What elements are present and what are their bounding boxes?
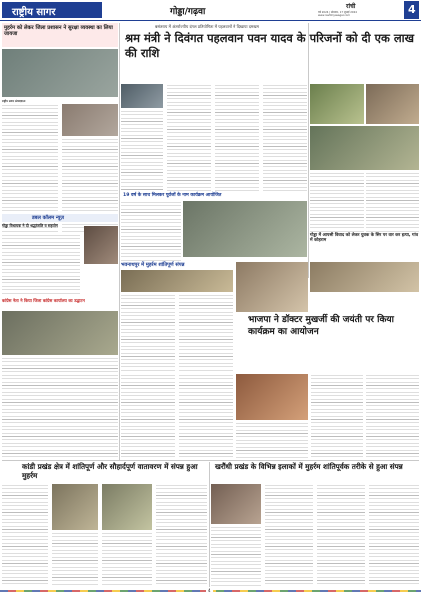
bhawnathpur-story	[121, 262, 233, 372]
left-top-byline: राष्ट्रीय सागर संवाददाता	[2, 99, 26, 103]
wrestling-photo-2	[366, 84, 419, 124]
bottom-divider	[2, 460, 419, 461]
page-number: 4	[408, 3, 416, 16]
left-top-headline: मुहर्रम को लेकर जिला प्रशासन ने सुरक्षा व्यवस्था का लिया जायजा	[4, 25, 113, 38]
bottom-left-story	[2, 462, 207, 587]
double-column-headline: गोड्डा विधायक ने दी श्रद्धांजलि व सहयोग	[2, 223, 58, 228]
bottom-left-body-1	[2, 484, 48, 587]
wrestling-right-body-1	[310, 172, 364, 232]
bottom-right-photo-1	[211, 484, 261, 524]
lower-photo	[236, 374, 308, 420]
masthead-logo-box	[2, 2, 102, 18]
left-top-photo-2	[62, 104, 118, 136]
masthead-rule	[0, 20, 421, 21]
right-mid-photo-2	[310, 262, 419, 292]
mid-center-body-1	[121, 201, 181, 261]
bottom-column-divider	[209, 462, 210, 587]
top-center-story	[121, 23, 419, 83]
lower-body-2	[179, 374, 233, 458]
right-mid-headline: गोड्डा में आपसी विवाद को लेकर युवक के सिर पर वार कर हत्या, गांव में कोहराम	[310, 233, 418, 244]
lower-body-3	[236, 422, 308, 458]
lower-mid-area	[121, 374, 419, 458]
top-center-headline: श्रम मंत्री ने दिवंगत पहलवान पवन यादव के परिजनों को दी एक लाख की राशि	[125, 31, 415, 60]
double-column-photo	[84, 226, 118, 264]
website: www.rashtriyasagar.com	[318, 14, 350, 17]
page-number-box	[404, 1, 419, 19]
bjp-story	[236, 314, 419, 364]
wrestling-thumb-photo	[121, 84, 163, 108]
right-mid-story	[310, 233, 419, 261]
bhawnathpur-body-2	[179, 294, 233, 372]
bottom-left-body-4	[156, 484, 207, 587]
bottom-left-body-2	[52, 532, 98, 587]
lower-body-5	[366, 374, 419, 458]
wrestling-col-3	[215, 84, 259, 192]
bhawnathpur-photo	[121, 270, 233, 292]
bottom-left-photo-1	[52, 484, 98, 530]
bottom-left-headline: कांडी प्रखंड क्षेत्र में शांतिपूर्ण और सौहार्दपूर्ण वातावरण में संपन्न हुआ मुहर्रम	[22, 462, 198, 481]
bhawnathpur-body-1	[121, 294, 175, 372]
date-line: वर्ष 2024 | सोमवार, 17 जुलाई 2024	[318, 11, 357, 14]
bottom-right-story	[211, 462, 419, 587]
wrestling-col-4	[263, 84, 307, 192]
wrestling-col-2	[167, 84, 211, 192]
footer	[0, 588, 421, 595]
section-title: गोड्डा/गढ़वा	[170, 7, 206, 17]
bottom-left-photo-2	[102, 484, 152, 530]
bottom-left-body-3	[102, 532, 152, 587]
double-column-label-box	[2, 214, 118, 222]
wrestling-right-body-2	[366, 172, 419, 232]
bottom-right-body-2	[265, 484, 313, 587]
mid-center-headline: 19 वर्ष के साथ मिलकर पूर्वजों के नाम कार्यक्रम आयोजित	[123, 193, 222, 198]
left-top-story	[2, 23, 118, 213]
wrestling-photo-1	[310, 84, 364, 124]
bhawnathpur-headline: भवनाथपुर में मुहर्रम शांतिपूर्ण संपन्न	[121, 262, 185, 268]
left-top-headline-box	[2, 23, 118, 47]
left-mid-body	[2, 357, 118, 457]
bottom-right-body-4	[369, 484, 419, 587]
wrestling-photo-3	[310, 126, 419, 170]
masthead-right	[318, 2, 402, 20]
city-name: रांची	[346, 3, 356, 10]
left-mid-photo	[2, 311, 118, 355]
top-center-kicker: बसंतराय में अंतर्राज्यीय दंगल प्रतियोगिता में पहलवानों ने दिखाया दमखम	[155, 24, 259, 29]
masthead	[0, 0, 421, 22]
bottom-right-body-3	[317, 484, 365, 587]
right-mid-photo-box	[310, 262, 419, 292]
wrestling-col-1	[121, 110, 163, 192]
masthead-logo: राष्ट्रीय सागर	[12, 7, 56, 18]
column-divider-1	[119, 23, 120, 460]
bottom-right-headline: खरौंधी प्रखंड के विभिन्न इलाकों में मुहर्रम शांतिपूर्वक तरीके से हुआ संपन्न	[215, 462, 403, 471]
lower-body-4	[311, 374, 363, 458]
double-column-box	[2, 214, 118, 296]
wrestling-body-area	[121, 84, 307, 192]
left-mid-story	[2, 297, 118, 457]
lower-body-1	[121, 374, 175, 458]
masthead-section-box	[150, 4, 270, 18]
mid-center-photo	[183, 201, 307, 257]
left-mid-headline: कांग्रेस नेता ने किया जिला कांग्रेस कार्यालय का उद्घाटन	[2, 298, 85, 303]
right-mid-photo-1	[236, 262, 308, 312]
left-top-photo	[2, 49, 118, 97]
double-column-body	[2, 234, 80, 296]
bottom-right-body-1	[211, 526, 261, 587]
mid-center-story	[121, 193, 307, 253]
bjp-headline: भाजपा ने डॉक्टर मुखर्जी की जयंती पर किया कार्यक्रम का आयोजन	[248, 315, 394, 337]
footer-page-marker: 4	[208, 588, 211, 593]
double-column-label: डबल कॉलम न्यूज़	[32, 215, 65, 221]
